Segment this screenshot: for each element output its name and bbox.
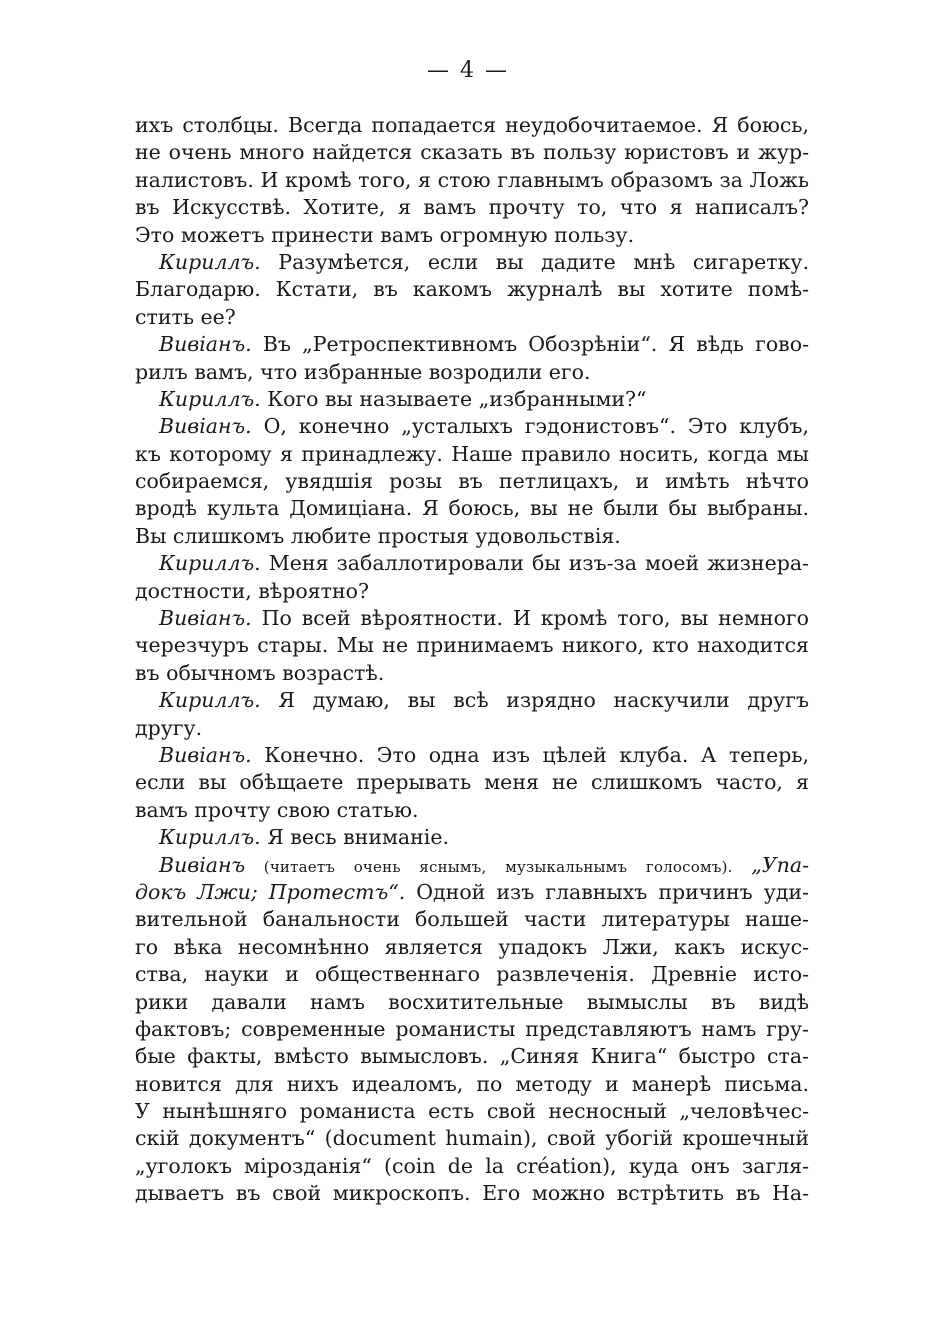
- text-line: [135, 879, 809, 906]
- line-text: Меня забаллотировали бы изъ-за моей жизнера-: [260, 551, 809, 576]
- text-line: фактовъ; современные романисты представляютъ намъ гру-: [135, 1016, 809, 1041]
- speaker-name: Кириллъ.: [159, 825, 261, 850]
- text-line: вродѣ культа Домиціана. Я боюсь, вы не были бы выбраны.: [135, 496, 809, 521]
- essay-title: „Упа-: [751, 852, 809, 877]
- text-line: не очень много найдется сказать въ пользу юристовъ и жур-: [135, 140, 809, 165]
- text-line: го вѣка несомнѣнно является упадокъ Лжи, какъ искус-: [135, 934, 809, 959]
- text-line: вамъ прочту свою статью.: [135, 797, 419, 822]
- text-line: Это можетъ принести вамъ огромную пользу.: [135, 222, 635, 247]
- speaker-name: Кириллъ.: [159, 249, 261, 274]
- text-line: вительной банальности большей части литературы наше-: [135, 907, 809, 932]
- speaker-name: Кириллъ.: [159, 551, 261, 576]
- speaker-name: Вивіанъ.: [159, 332, 252, 357]
- dialogue-line: [135, 687, 809, 714]
- line-text: О, конечно „усталыхъ гэдонистовъ“. Это клубъ,: [251, 414, 809, 439]
- text-line: другу.: [135, 715, 203, 740]
- text-line: налистовъ. И кромѣ того, я стою главнымъ образомъ за Ложь: [135, 167, 809, 192]
- page-body: [135, 112, 809, 1208]
- speaker-name: Кириллъ.: [159, 688, 261, 713]
- dialogue-line: [135, 413, 809, 440]
- line-text: Я весь вниманіе.: [260, 825, 450, 850]
- dialogue-line: [135, 386, 809, 413]
- stage-direction: (читаетъ очень яснымъ, музыкальнымъ голосомъ).: [245, 857, 752, 876]
- line-text: Въ „Ретроспективномъ Обозрѣніи“. Я вѣдь гово-: [251, 332, 809, 357]
- speaker-name: Вивіанъ.: [159, 742, 252, 767]
- page-number: — 4 —: [427, 58, 509, 83]
- text-line: рики давали намъ восхитительные вымыслы въ видѣ: [135, 989, 809, 1014]
- speaker-name: Кириллъ.: [159, 386, 261, 411]
- speaker-name: Вивіанъ: [159, 852, 246, 877]
- dialogue-line: [135, 852, 809, 879]
- text-line: скій документъ“ (document humain), свой убогій крошечный: [135, 1126, 809, 1151]
- dialogue-line: [135, 249, 809, 276]
- essay-title: докъ Лжи; Протестъ“.: [135, 879, 406, 904]
- dialogue-line: [135, 824, 809, 851]
- dialogue-line: [135, 331, 809, 358]
- text-line: ихъ столбцы. Всегда попадается неудобочитаемое. Я боюсь,: [135, 113, 809, 137]
- text-line: дываетъ въ свой микроскопъ. Его можно встрѣтить въ На-: [135, 1181, 809, 1206]
- text-line: стить ее?: [135, 304, 236, 329]
- text-line: Вы слишкомъ любите простыя удовольствія.: [135, 523, 621, 548]
- dialogue-line: [135, 550, 809, 577]
- line-text: Я думаю, вы всѣ изрядно наскучили другъ: [260, 688, 809, 713]
- line-text: Кого вы называете „избранными?“: [260, 386, 647, 411]
- text-line: Благодарю. Кстати, въ какомъ журналѣ вы хотите помѣ-: [135, 277, 809, 302]
- line-text: Конечно. Это одна изъ цѣлей клуба. А теперь,: [251, 742, 809, 767]
- text-line: въ Искусствѣ. Хотите, я вамъ прочту то, что я написалъ?: [135, 195, 809, 220]
- speaker-name: Вивіанъ.: [159, 606, 252, 631]
- dialogue-line: [135, 742, 809, 769]
- text-line: бые факты, вмѣсто вымысловъ. „Синяя Книга“ быстро ста-: [135, 1044, 809, 1069]
- line-text: По всей вѣроятности. И кромѣ того, вы немного: [251, 606, 809, 631]
- text-line: „уголокъ мірозданія“ (coin de la création), куда онъ загля-: [135, 1153, 809, 1178]
- text-line: новится для нихъ идеаломъ, по методу и манерѣ письма.: [135, 1071, 809, 1096]
- line-text: Одной изъ главныхъ причинъ уди-: [405, 879, 809, 904]
- text-line: къ которому я принадлежу. Наше правило носить, когда мы: [135, 441, 809, 466]
- text-line: если вы обѣщаете прерывать меня не слишкомъ часто, я: [135, 770, 809, 795]
- text-line: У нынѣшняго романиста есть свой несносный „человѣчес-: [135, 1099, 809, 1124]
- dialogue-line: [135, 605, 809, 632]
- text-line: собираемся, увядшія розы въ петлицахъ, и имѣть нѣчто: [135, 469, 809, 494]
- line-text: Разумѣется, если вы дадите мнѣ сигаретку.: [260, 249, 809, 274]
- text-line: черезчуръ стары. Мы не принимаемъ никого, кто находится: [135, 633, 809, 658]
- text-line: въ обычномъ возрастѣ.: [135, 660, 385, 685]
- text-line: достности, вѣроятно?: [135, 578, 369, 603]
- speaker-name: Вивіанъ.: [159, 414, 252, 439]
- text-line: рилъ вамъ, что избранные возродили его.: [135, 359, 591, 384]
- text-line: ства, науки и общественнаго развлеченія. Древніе исто-: [135, 962, 809, 987]
